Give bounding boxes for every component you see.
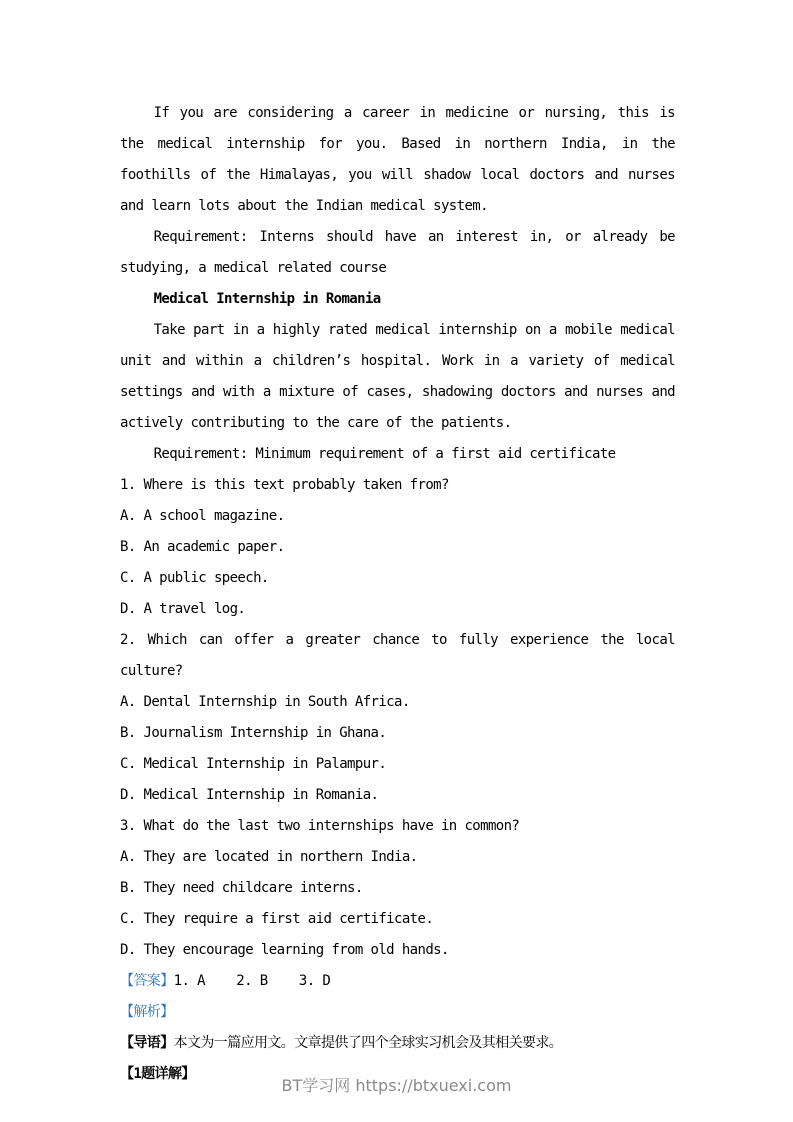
page-footer: BT学习网 https://btxuexi.com (281, 1076, 512, 1095)
intro-line (120, 1028, 675, 1059)
question-3-text: 3. What do the last two internships have in common? (120, 818, 520, 834)
question-1-text: 1. Where is this text probably taken from? (120, 477, 449, 493)
question-2-option-c: C. Medical Internship in Palampur. (120, 756, 387, 772)
heading-romania-internship: Medical Internship in Romania (153, 291, 381, 307)
question-2-text: 2. Which can offer a greater chance to fully experience the local culture? (120, 632, 675, 679)
q1-detail-label: 【1题详解】 (120, 1066, 195, 1082)
question-1-option-b: B. An academic paper. (120, 539, 285, 555)
para-romania-requirement: Requirement: Minimum requirement of a first aid certificate (153, 446, 616, 462)
question-3-option-b: B. They need childcare interns. (120, 880, 363, 896)
analysis-line (120, 997, 675, 1028)
question-3-option-c: C. They require a first aid certificate. (120, 911, 434, 927)
question-1-option-a: A. A school magazine. (120, 508, 285, 524)
para-india-internship: If you are considering a career in medicine or nursing, this is the medical internship for you. Based in northern India, in the foothills of the Himalayas, you will shadow local doctors and nurses and learn lots about the Indian medical system. (120, 105, 675, 214)
question-2-option-b: B. Journalism Internship in Ghana. (120, 725, 387, 741)
answer-label: 【答案】 (120, 973, 174, 989)
answer-line (120, 966, 675, 997)
intro-text: 本文为一篇应用文。文章提供了四个全球实习机会及其相关要求。 (173, 1035, 563, 1051)
question-2-option-d: D. Medical Internship in Romania. (120, 787, 379, 803)
document-content (120, 98, 675, 1090)
question-1-option-c: C. A public speech. (120, 570, 269, 586)
question-3-option-d: D. They encourage learning from old hands. (120, 942, 449, 958)
answer-values: 1. A 2. B 3. D (173, 973, 331, 989)
question-3-option-a: A. They are located in northern India. (120, 849, 418, 865)
intro-label: 【导语】 (120, 1035, 174, 1051)
question-1-option-d: D. A travel log. (120, 601, 246, 617)
question-2-option-a: A. Dental Internship in South Africa. (120, 694, 410, 710)
analysis-label: 【解析】 (120, 1004, 174, 1020)
para-romania-internship: Take part in a highly rated medical internship on a mobile medical unit and within a children’s hospital. Work in a variety of medical settings and with a mixture of cases, shadowing doctors and nurses and actively contributing to the care of the patients. (120, 322, 675, 431)
para-india-requirement: Requirement: Interns should have an interest in, or already be studying, a medical related course (120, 229, 675, 276)
